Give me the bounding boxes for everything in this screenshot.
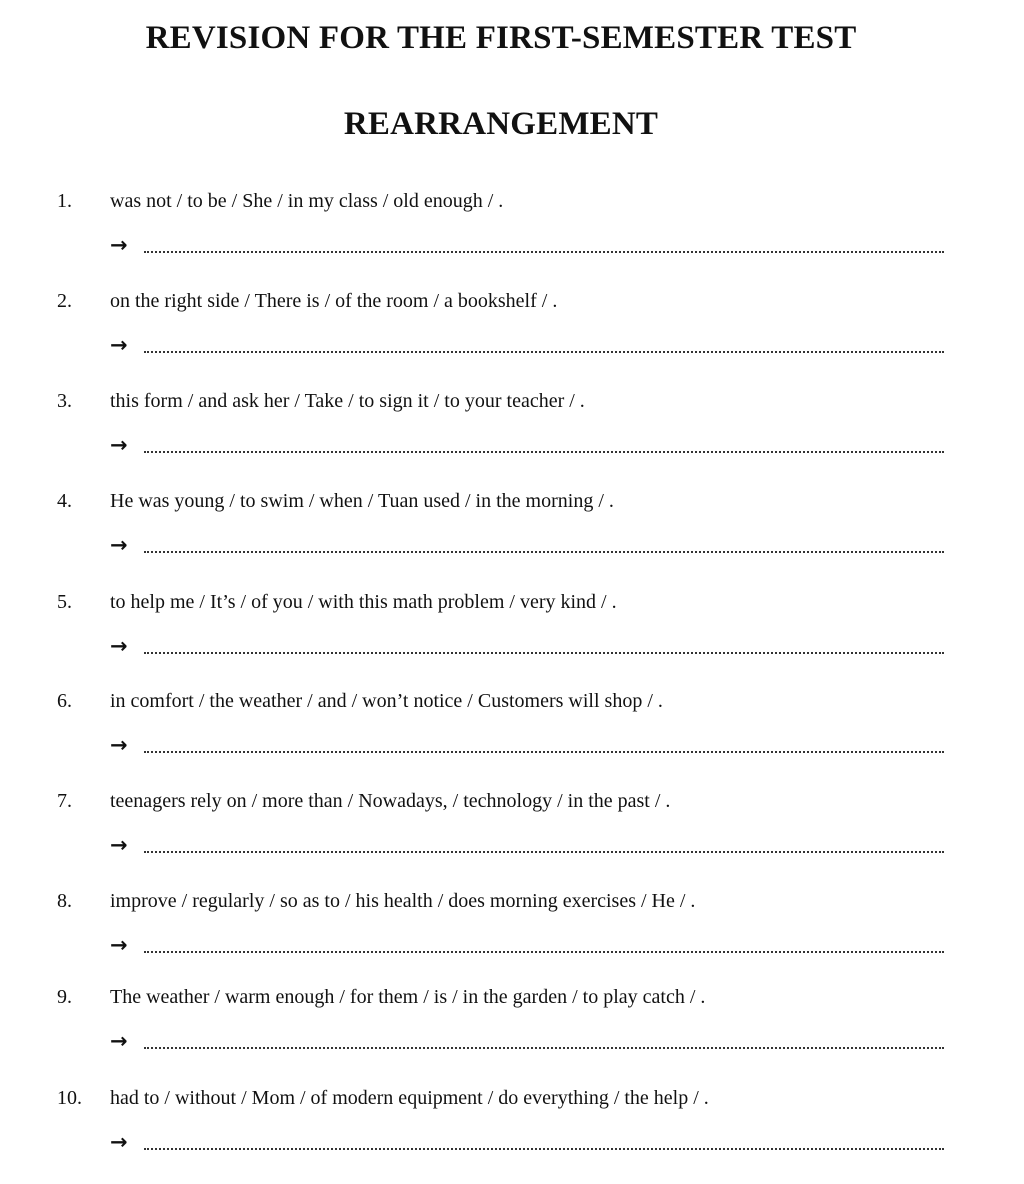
question-3 xyxy=(0,389,1024,479)
arrow-icon: → xyxy=(110,933,128,957)
answer-row xyxy=(110,233,950,259)
question-1 xyxy=(0,189,1024,279)
question-number: 4. xyxy=(57,490,72,512)
question-number: 10. xyxy=(57,1087,82,1109)
answer-row xyxy=(110,933,950,959)
question-text: improve / regularly / so as to / his health / does morning exercises / He / . xyxy=(110,890,696,912)
question-2 xyxy=(0,289,1024,379)
answer-row xyxy=(110,533,950,559)
question-number: 6. xyxy=(57,690,72,712)
question-5 xyxy=(0,590,1024,680)
question-text: was not / to be / She / in my class / old enough / . xyxy=(110,190,504,212)
question-text: The weather / warm enough / for them / is / in the garden / to play catch / . xyxy=(110,986,706,1008)
answer-line[interactable] xyxy=(144,1148,944,1150)
answer-row xyxy=(110,733,950,759)
page-title: REVISION FOR THE FIRST-SEMESTER TEST xyxy=(145,20,857,56)
answer-row xyxy=(110,634,950,660)
question-number: 9. xyxy=(57,986,72,1008)
question-6 xyxy=(0,689,1024,779)
arrow-icon: → xyxy=(110,233,128,257)
arrow-icon: → xyxy=(110,333,128,357)
answer-line[interactable] xyxy=(144,751,944,753)
arrow-icon: → xyxy=(110,1130,128,1154)
answer-line[interactable] xyxy=(144,1047,944,1049)
question-7 xyxy=(0,789,1024,879)
arrow-icon: → xyxy=(110,1029,128,1053)
question-text: in comfort / the weather / and / won’t notice / Customers will shop / . xyxy=(110,690,663,712)
question-text: on the right side / There is / of the room / a bookshelf / . xyxy=(110,290,558,312)
arrow-icon: → xyxy=(110,634,128,658)
question-number: 7. xyxy=(57,790,72,812)
question-4 xyxy=(0,489,1024,579)
answer-row xyxy=(110,1130,950,1156)
answer-row xyxy=(110,833,950,859)
question-number: 3. xyxy=(57,390,72,412)
arrow-icon: → xyxy=(110,833,128,857)
question-9 xyxy=(0,985,1024,1075)
question-number: 2. xyxy=(57,290,72,312)
arrow-icon: → xyxy=(110,533,128,557)
answer-line[interactable] xyxy=(144,451,944,453)
answer-line[interactable] xyxy=(144,951,944,953)
section-title: REARRANGEMENT xyxy=(343,106,659,142)
arrow-icon: → xyxy=(110,733,128,757)
question-text: to help me / It’s / of you / with this math problem / very kind / . xyxy=(110,591,617,613)
answer-line[interactable] xyxy=(144,251,944,253)
answer-line[interactable] xyxy=(144,551,944,553)
question-8 xyxy=(0,889,1024,979)
question-number: 8. xyxy=(57,890,72,912)
question-text: this form / and ask her / Take / to sign it / to your teacher / . xyxy=(110,390,585,412)
answer-row xyxy=(110,1029,950,1055)
question-text: teenagers rely on / more than / Nowadays, / technology / in the past / . xyxy=(110,790,671,812)
answer-line[interactable] xyxy=(144,652,944,654)
arrow-icon: → xyxy=(110,433,128,457)
question-number: 1. xyxy=(57,190,72,212)
question-number: 5. xyxy=(57,591,72,613)
answer-line[interactable] xyxy=(144,851,944,853)
question-text: He was young / to swim / when / Tuan used / in the morning / . xyxy=(110,490,614,512)
question-text: had to / without / Mom / of modern equipment / do everything / the help / . xyxy=(110,1087,709,1109)
answer-row xyxy=(110,333,950,359)
answer-row xyxy=(110,433,950,459)
question-10 xyxy=(0,1086,1024,1176)
answer-line[interactable] xyxy=(144,351,944,353)
